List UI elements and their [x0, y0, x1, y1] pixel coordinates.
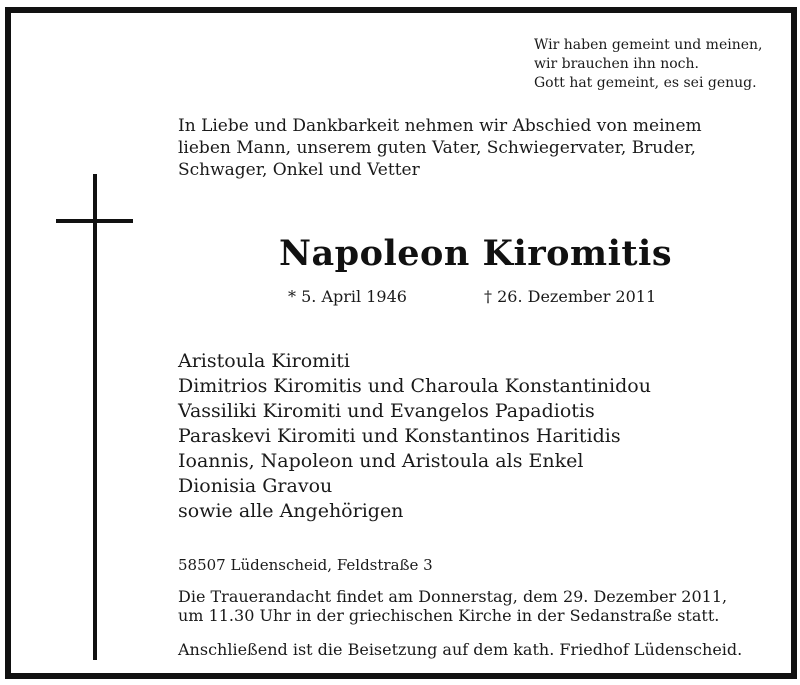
mourner-line: Dionisia Gravou: [178, 475, 333, 497]
service-line: um 11.30 Uhr in der griechischen Kirche in der Sedanstraße statt.: [178, 606, 720, 625]
mourner-line: Aristoula Kiromiti: [178, 350, 350, 372]
obituary-frame: [5, 7, 797, 679]
intro-line: Schwager, Onkel und Vetter: [178, 160, 420, 180]
quote-block: [534, 36, 762, 93]
intro-line: lieben Mann, unserem guten Vater, Schwiegervater, Bruder,: [178, 138, 696, 158]
mourner-line: Dimitrios Kiromitis und Charoula Konstantinidou: [178, 375, 651, 397]
deceased-name: Napoleon Kiromitis: [279, 233, 673, 274]
mourner-line: sowie alle Angehörigen: [178, 500, 404, 522]
intro-line: In Liebe und Dankbarkeit nehmen wir Abschied von meinem: [178, 116, 702, 136]
cross-icon: [93, 174, 97, 660]
service-notice: [178, 587, 727, 625]
mourner-line: Vassiliki Kiromiti und Evangelos Papadiotis: [178, 400, 595, 422]
quote-line: Wir haben gemeint und meinen,: [534, 37, 763, 53]
mourner-line: Ioannis, Napoleon und Aristoula als Enkel: [178, 450, 584, 472]
quote-line: Gott hat gemeint, es sei genug.: [534, 75, 757, 91]
burial-notice: Anschließend ist die Beisetzung auf dem kath. Friedhof Lüdenscheid.: [178, 640, 743, 659]
mourner-line: Paraskevi Kiromiti und Konstantinos Haritidis: [178, 425, 621, 447]
address: 58507 Lüdenscheid, Feldstraße 3: [178, 556, 433, 574]
intro-text: [178, 115, 702, 181]
cross-icon-bar: [56, 219, 133, 223]
service-line: Die Trauerandacht findet am Donnerstag, dem 29. Dezember 2011,: [178, 587, 728, 606]
mourners-list: [178, 349, 651, 524]
birth-date: * 5. April 1946: [288, 287, 407, 306]
quote-line: wir brauchen ihn noch.: [534, 56, 699, 72]
death-date: † 26. Dezember 2011: [484, 287, 657, 306]
